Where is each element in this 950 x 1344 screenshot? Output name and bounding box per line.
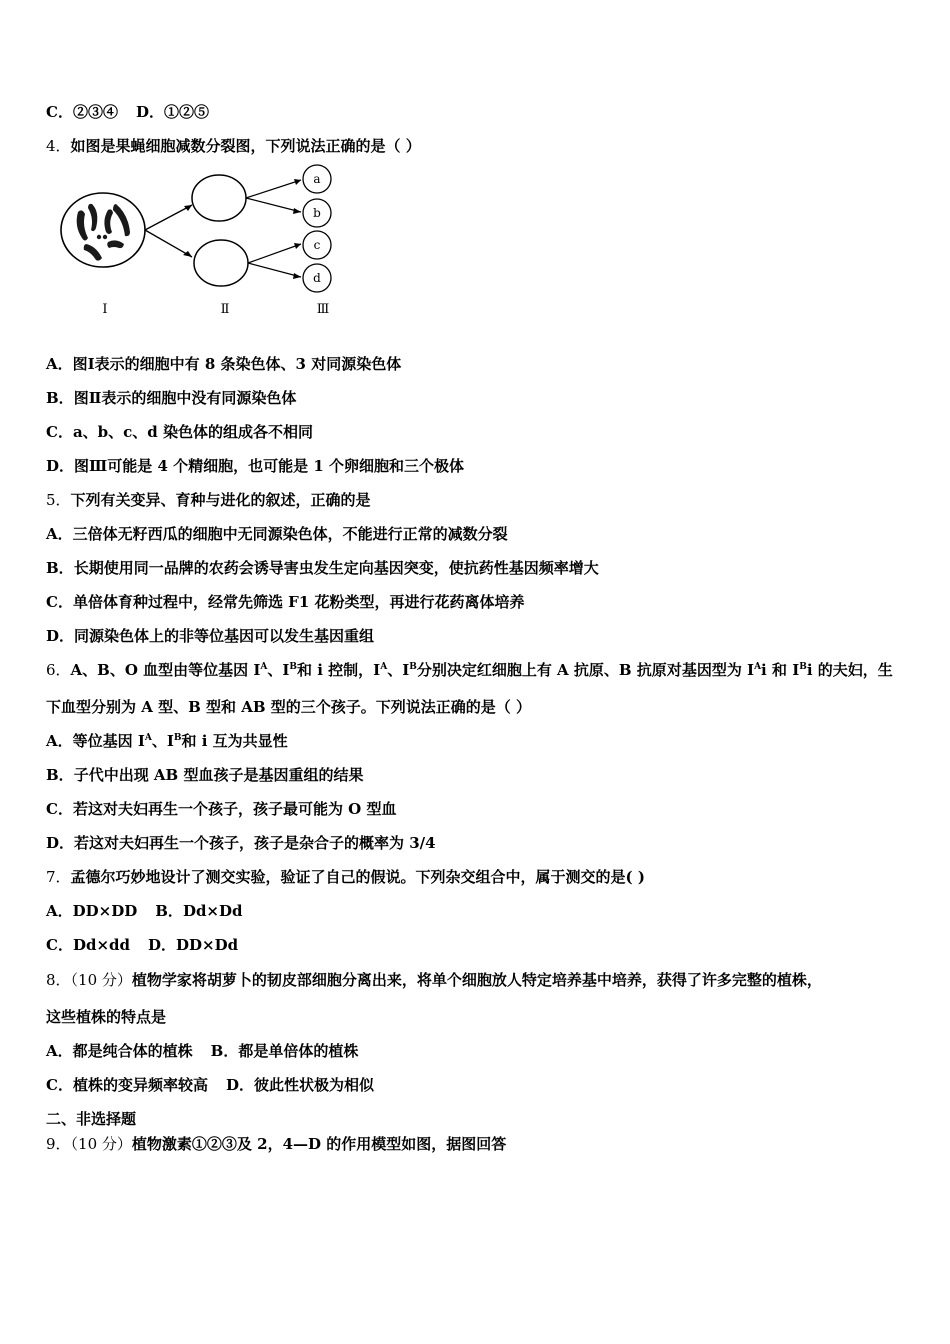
q7-options-cd [46,935,238,955]
q4-stem [46,136,421,156]
q7-opt-b-text: Dd×Dd [182,902,243,920]
q6-number: 6． [46,661,71,679]
q4-opt-a-text: 图Ⅰ表示的细胞中有 8 条染色体、3 对同源染色体 [72,355,402,373]
q5-opt-c-text: 单倍体育种过程中，经常先筛选 F1 花粉类型，再进行花药离体培养 [72,593,525,611]
q8-number: 8． [46,971,71,989]
q8-opt-a-key: A． [46,1042,73,1060]
q4-opt-d-key: D． [46,457,75,475]
cell-label-c: c [313,238,321,252]
cell-label-a: a [313,172,321,186]
q4-option-b [46,388,296,408]
q6-stem-line1: 6．A、B、O 血型由等位基因 $I^A$、$I^B$和 i 控制，$I^A$、$I^B$分别决定红细胞上有 A 抗原、B 抗原对基因型为 $I^Ai$ 和 $I^Bi$ 的夫妇，生 [46,661,893,679]
meiosis-diagram [56,160,346,320]
q3-opt-c-key: C． [46,103,73,121]
q6-opt-b-text: 子代中出现 AB 型血孩子是基因重组的结果 [73,766,364,784]
q7-opt-a-text: DD×DD [72,902,138,920]
q8-stem-line1 [46,970,822,990]
q6-opt-c-key: C． [46,800,73,818]
q9-stem-text: 植物激素①②③及 2，4—D 的作用模型如图，据图回答 [131,1135,507,1153]
q5-opt-a-text: 三倍体无籽西瓜的细胞中无同源染色体，不能进行正常的减数分裂 [72,525,508,543]
q8-opt-a-text: 都是纯合体的植株 [72,1042,193,1060]
q7-opt-d-text: DD×Dd [176,936,239,954]
stage-2-cell-upper [192,175,246,221]
q5-opt-b-text: 长期使用同一品牌的农药会诱导害虫发生定向基因突变，使抗药性基因频率增大 [73,559,599,577]
q8-opt-b-text: 都是单倍体的植株 [238,1042,359,1060]
q6-option-b [46,765,363,785]
q9-score: （10 分） [70,1135,132,1153]
q7-opt-c-key: C． [46,936,73,954]
q5-option-a [46,524,508,544]
q6-option-d [46,833,436,853]
q5-opt-a-key: A． [46,525,73,543]
q6-opt-c-text: 若这对夫妇再生一个孩子，孩子最可能为 O 型血 [72,800,397,818]
q5-opt-d-text: 同源染色体上的非等位基因可以发生基因重组 [74,627,375,645]
q6-option-c [46,799,396,819]
q4-option-c [46,422,313,442]
q7-opt-b-key: B． [155,902,183,920]
q5-stem [46,490,371,510]
q8-options-cd [46,1075,374,1095]
q5-opt-b-key: B． [46,559,74,577]
q6-stem-line2: 下血型分别为 A 型、B 型和 AB 型的三个孩子。下列说法正确的是（ ） [46,698,531,716]
q4-opt-b-text: 图Ⅱ表示的细胞中没有同源染色体 [73,389,297,407]
q4-opt-b-key: B． [46,389,74,407]
q4-opt-c-text: a、b、c、d 染色体的组成各不相同 [72,423,314,441]
q3-opt-c-text: ②③④ [72,103,118,121]
q8-score: （10 分） [70,971,132,989]
q7-opt-c-text: Dd×dd [72,936,130,954]
q5-opt-c-key: C． [46,593,73,611]
q3-opt-d-text: ①②⑤ [163,103,209,121]
q7-opt-a-key: A． [46,902,73,920]
q5-option-d [46,626,374,646]
q8-opt-c-key: C． [46,1076,73,1094]
q6-option-a: A．等位基因 $I^A$、$I^B$和 i 互为共显性 [46,732,288,750]
q9-stem [46,1134,506,1154]
q7-number: 7． [46,868,71,886]
q7-opt-d-key: D． [148,936,177,954]
q4-stem-text: 如图是果蝇细胞减数分裂图，下列说法正确的是（ ） [70,137,421,155]
q8-opt-c-text: 植株的变异频率较高 [72,1076,208,1094]
q6-opt-d-text: 若这对夫妇再生一个孩子，孩子是杂合子的概率为 3/4 [74,834,436,852]
q8-opt-d-key: D． [225,1076,254,1094]
q5-option-b [46,558,599,578]
q5-number: 5． [46,491,71,509]
stage-label-1: Ⅰ [102,302,108,317]
section-title: 二、非选择题 [46,1110,137,1128]
q8-options-ab [46,1041,358,1061]
q4-opt-a-key: A． [46,355,73,373]
q3-options-cd [46,102,209,122]
q6-opt-d-key: D． [46,834,75,852]
q8-stem-text: 植物学家将胡萝卜的韧皮部细胞分离出来，将单个细胞放人特定培养基中培养，获得了许多完整的植株， [131,971,822,989]
q7-stem [46,867,645,887]
q7-stem-text: 孟德尔巧妙地设计了测交实验，验证了自己的假说。下列杂交组合中，属于测交的是( ) [70,868,645,886]
q9-number: 9． [46,1135,71,1153]
q4-option-a [46,354,401,374]
q3-opt-d-key: D． [135,103,164,121]
q5-opt-d-key: D． [46,627,75,645]
stage-label-2: Ⅱ [220,302,230,317]
q4-opt-d-text: 图Ⅲ可能是 4 个精细胞，也可能是 1 个卵细胞和三个极体 [74,457,465,475]
q4-number: 4． [46,137,71,155]
stage-label-3: Ⅲ [316,302,330,317]
cell-label-b: b [313,206,321,220]
q8-stem-line2: 这些植株的特点是 [46,1008,167,1026]
q5-stem-text: 下列有关变异、育种与进化的叙述，正确的是 [70,491,371,509]
q8-opt-b-key: B． [210,1042,239,1060]
cell-label-d: d [313,271,321,285]
q5-option-c [46,592,525,612]
q4-opt-c-key: C． [46,423,73,441]
stage-2-cell-lower [194,240,248,286]
q7-options-ab [46,901,243,921]
q8-opt-d-text: 彼此性状极为相似 [253,1076,374,1094]
q4-option-d [46,456,464,476]
stage-1-cell [61,193,145,267]
q6-opt-b-key: B． [46,766,74,784]
